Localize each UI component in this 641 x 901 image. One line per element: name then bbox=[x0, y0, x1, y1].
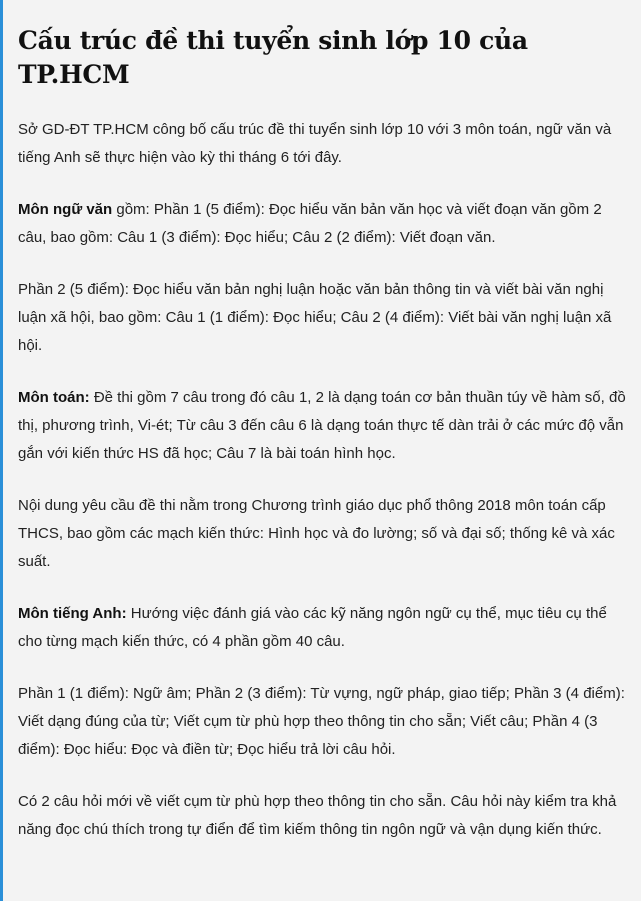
literature-label: Môn ngữ văn bbox=[18, 201, 113, 218]
math-label: Môn toán: bbox=[18, 389, 90, 406]
english-paragraph bbox=[18, 600, 628, 656]
article-title: Cấu trúc đề thi tuyển sinh lớp 10 của TP.HCM bbox=[18, 26, 528, 89]
math-paragraph bbox=[18, 384, 628, 468]
intro-paragraph: Sở GD-ĐT TP.HCM công bố cấu trúc đề thi tuyển sinh lớp 10 với 3 môn toán, ngữ văn và tiếng Anh sẽ thực hiện vào kỳ thi tháng 6 tới đây. bbox=[18, 121, 612, 166]
literature-part2-paragraph: Phần 2 (5 điểm): Đọc hiểu văn bản nghị luận hoặc văn bản thông tin và viết bài văn nghị luận xã hội, bao gồm: Câu 1 (1 điểm): Đọc hiểu; Câu 2 (4 điểm): Viết bài văn nghị luận xã hội. bbox=[18, 281, 612, 354]
literature-text: gồm: Phần 1 (5 điểm): Đọc hiểu văn bản văn học và viết đoạn văn gồm 2 câu, bao gồm: Câu 1 (3 điểm): Đọc hiểu; Câu 2 (2 điểm): Viết đoạn văn. bbox=[18, 201, 602, 246]
math-text: Đề thi gồm 7 câu trong đó câu 1, 2 là dạng toán cơ bản thuần túy về hàm số, đồ thị, phương trình, Vi-ét; Từ câu 3 đến câu 6 là dạng toán thực tế dàn trải ở các mức độ vẫn gắn với kiến thức HS đã học; Câu 7 là bài toán hình học. bbox=[18, 389, 626, 462]
accent-bar bbox=[0, 0, 3, 901]
math-content-paragraph: Nội dung yêu cầu đề thi nằm trong Chương trình giáo dục phổ thông 2018 môn toán cấp THCS, bao gồm các mạch kiến thức: Hình học và đo lường; số và đại số; thống kê và xác suất. bbox=[18, 497, 615, 570]
english-new-paragraph: Có 2 câu hỏi mới về viết cụm từ phù hợp theo thông tin cho sẵn. Câu hỏi này kiểm tra khả năng đọc chú thích trong tự điển để tìm kiếm thông tin ngôn ngữ và vận dụng kiến thức. bbox=[18, 793, 617, 838]
article-content bbox=[18, 24, 628, 868]
english-label: Môn tiếng Anh: bbox=[18, 605, 127, 622]
literature-paragraph bbox=[18, 196, 628, 252]
english-text: Hướng việc đánh giá vào các kỹ năng ngôn ngữ cụ thể, mục tiêu cụ thể cho từng mạch kiến thức, có 4 phần gồm 40 câu. bbox=[18, 605, 607, 650]
english-parts-paragraph: Phần 1 (1 điểm): Ngữ âm; Phần 2 (3 điểm): Từ vựng, ngữ pháp, giao tiếp; Phần 3 (4 điểm): Viết dạng đúng của từ; Viết cụm từ phù hợp theo thông tin cho sẵn; Viết câu; Phần 4 (3 điểm): Đọc hiểu: Đọc và điền từ; Đọc hiểu trả lời câu hỏi. bbox=[18, 685, 625, 758]
